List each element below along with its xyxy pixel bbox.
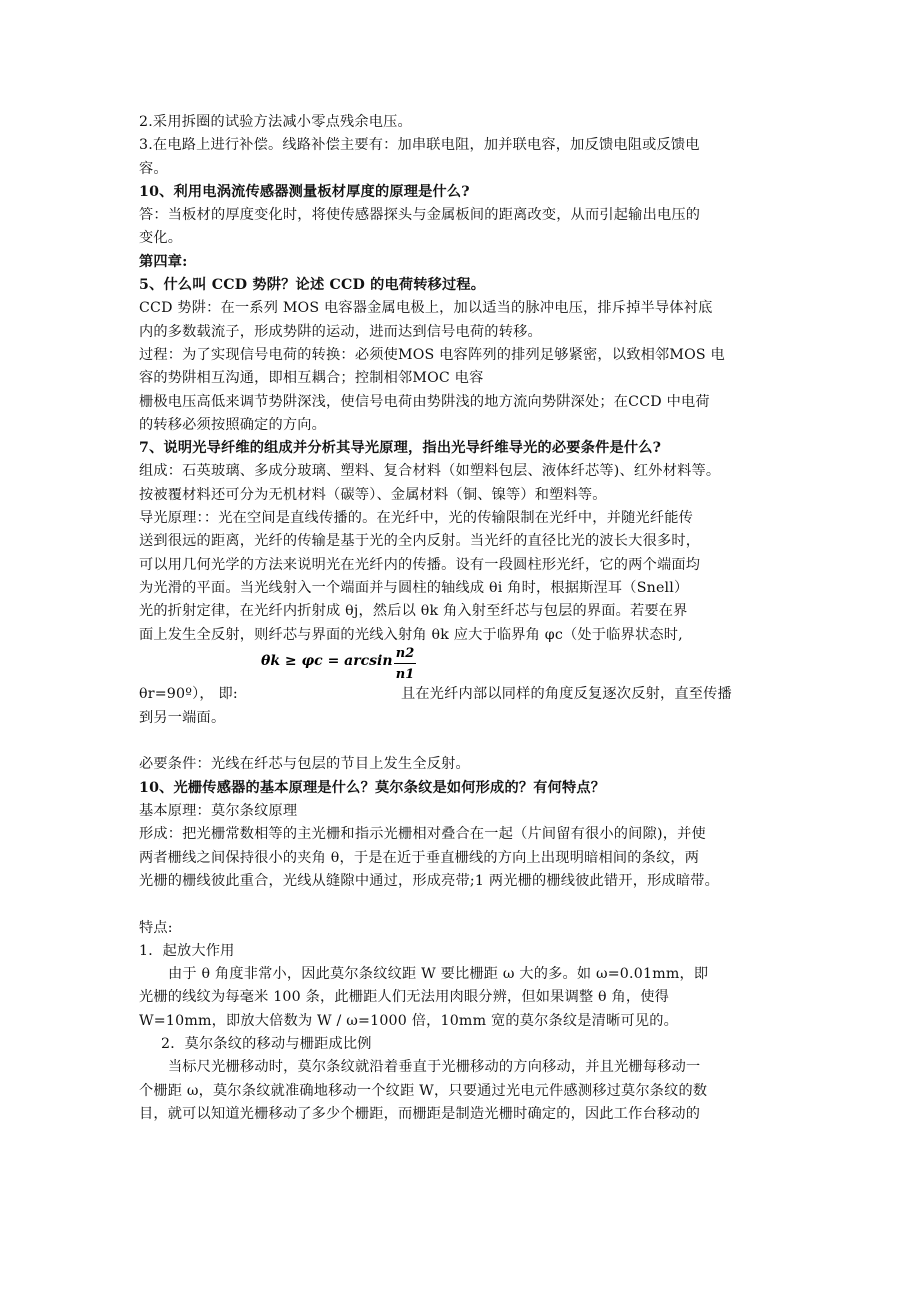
answer-line: 面上发生全反射，则纤芯与界面的光线入射角 θk 应大于临界角 φc（处于临界状态时,: [139, 626, 683, 643]
answer-line: CCD 势阱：在一系列 MOS 电容器金属电极上，加以适当的脉冲电压，排斥掉半导体衬底: [139, 300, 713, 317]
text-line: 3.在电路上进行补偿。线路补偿主要有：加串联电阻，加并联电容，加反馈电阻或反馈电: [139, 137, 700, 154]
answer-line: 的转移必须按照确定的方向。: [139, 416, 327, 433]
text-line: 容。: [139, 160, 168, 177]
answer-line: 基本原理：莫尔条纹原理: [139, 803, 298, 820]
critical-angle-formula: [261, 645, 415, 682]
chapter-heading: 第四章:: [139, 253, 188, 270]
answer-line: 到另一端面。: [139, 709, 226, 726]
answer-line: 光的折射定律，在光纤内折射成 θj，然后以 θk 角入射至纤芯与包层的界面。若要在界: [139, 603, 688, 620]
text-line: 2.采用拆圈的试验方法减小零点残余电压。: [139, 114, 412, 130]
question-heading: 5、什么叫 CCD 势阱？论述 CCD 的电荷转移过程。: [139, 277, 486, 294]
answer-line: 变化。: [139, 230, 183, 247]
feature-text: 由于 θ 角度非常小，因此莫尔条纹纹距 W 要比栅距 ω 大的多。如 ω=0.01mm，即: [168, 966, 709, 983]
answer-line: 过程：为了实现信号电荷的转换：必须使MOS 电容阵列的排列足够紧密，以致相邻MOS 电: [139, 346, 725, 363]
feature-text: 目，就可以知道光栅移动了多少个栅距，而栅距是制造光栅时确定的，因此工作台移动的: [139, 1105, 701, 1122]
spacer: [139, 893, 794, 916]
answer-line: 可以用几何光学的方法来说明光在光纤内的传播。设有一段圆柱形光纤，它的两个端面均: [139, 556, 701, 573]
answer-line: 必要条件：光线在纤芯与包层的节目上发生全反射。: [139, 756, 470, 773]
formula-numerator: n2: [394, 645, 416, 664]
question-heading: 10、利用电涡流传感器测量板材厚度的原理是什么?: [139, 183, 470, 200]
formula-fraction: [394, 645, 416, 686]
answer-line: 答：当板材的厚度变化时，将使传感器探头与金属板间的距离改变，从而引起输出电压的: [139, 207, 701, 224]
answer-line: 送到很远的距离，光纤的传输是基于光的全内反射。当光纤的直径比光的波长大很多时，: [139, 533, 701, 550]
question-heading: 10、光栅传感器的基本原理是什么？莫尔条纹是如何形成的？有何特点？: [139, 779, 606, 796]
answer-line: 组成：石英玻璃、多成分玻璃、塑料、复合材料（如塑料包层、液体纤芯等)、红外材料等。: [139, 463, 721, 480]
answer-line: 两者栅线之间保持很小的夹角 θ，于是在近于垂直栅线的方向上出现明暗相间的条纹，两: [139, 849, 700, 866]
answer-line: 导光原理：：光在空间是直线传播的。在光纤中，光的传输限制在光纤中，并随光纤能传: [139, 510, 694, 527]
document-page: [139, 111, 794, 1126]
answer-line: 光栅的栅线彼此重合，光线从缝隙中通过，形成亮带;1 两光栅的栅线彼此错开，形成暗带。: [139, 872, 720, 889]
answer-line: 按被覆材料还可分为无机材料（碳等）、金属材料（铜、镍等）和塑料等。: [139, 486, 607, 503]
feature-heading: 2．莫尔条纹的移动与栅距成比例: [161, 1035, 372, 1052]
answer-line: 且在光纤内部以同样的角度反复逐次反射，直至传播: [401, 685, 732, 702]
answer-line: 形成：把光栅常数相等的主光栅和指示光栅相对叠合在一起（片间留有很小的间隙)，并使: [139, 826, 706, 843]
formula-lhs: θk ≥ φc = arcsin: [261, 652, 393, 669]
answer-line: 容的势阱相互沟通，即相互耦合；控制相邻MOC 电容: [139, 370, 484, 387]
question-heading: 7、说明光导纤维的组成并分析其导光原理，指出光导纤维导光的必要条件是什么?: [139, 440, 662, 457]
answer-line: 内的多数载流子，形成势阱的运动，进而达到信号电荷的转移。: [139, 323, 542, 340]
feature-heading: 1．起放大作用: [139, 942, 235, 959]
answer-line: 栅极电压高低来调节势阱深浅，使信号电荷由势阱浅的地方流向势阱深处；在CCD 中电荷: [139, 393, 710, 410]
spacer: [139, 730, 794, 753]
section-label: 特点:: [139, 919, 173, 936]
feature-text: 光栅的线纹为每毫米 100 条，此栅距人们无法用肉眼分辨，但如果调整 θ 角，使得: [139, 989, 670, 1006]
feature-text: 个栅距 ω，莫尔条纹就准确地移动一个纹距 W，只要通过光电元件感测移过莫尔条纹的数: [139, 1082, 708, 1099]
answer-line: θr=90º）， 即:: [139, 685, 238, 702]
formula-row: [139, 647, 794, 707]
answer-line: 为光滑的平面。当光线射入一个端面并与圆柱的轴线成 θi 角时，根据斯涅耳（Snell）: [139, 579, 689, 596]
feature-text: 当标尺光栅移动时，莫尔条纹就沿着垂直于光栅移动的方向移动，并且光栅每移动一: [168, 1059, 701, 1076]
formula-denominator: n1: [395, 666, 415, 682]
feature-text: W=10mm，即放大倍数为 W / ω=1000 倍，10mm 宽的莫尔条纹是清晰可见的。: [139, 1012, 678, 1029]
